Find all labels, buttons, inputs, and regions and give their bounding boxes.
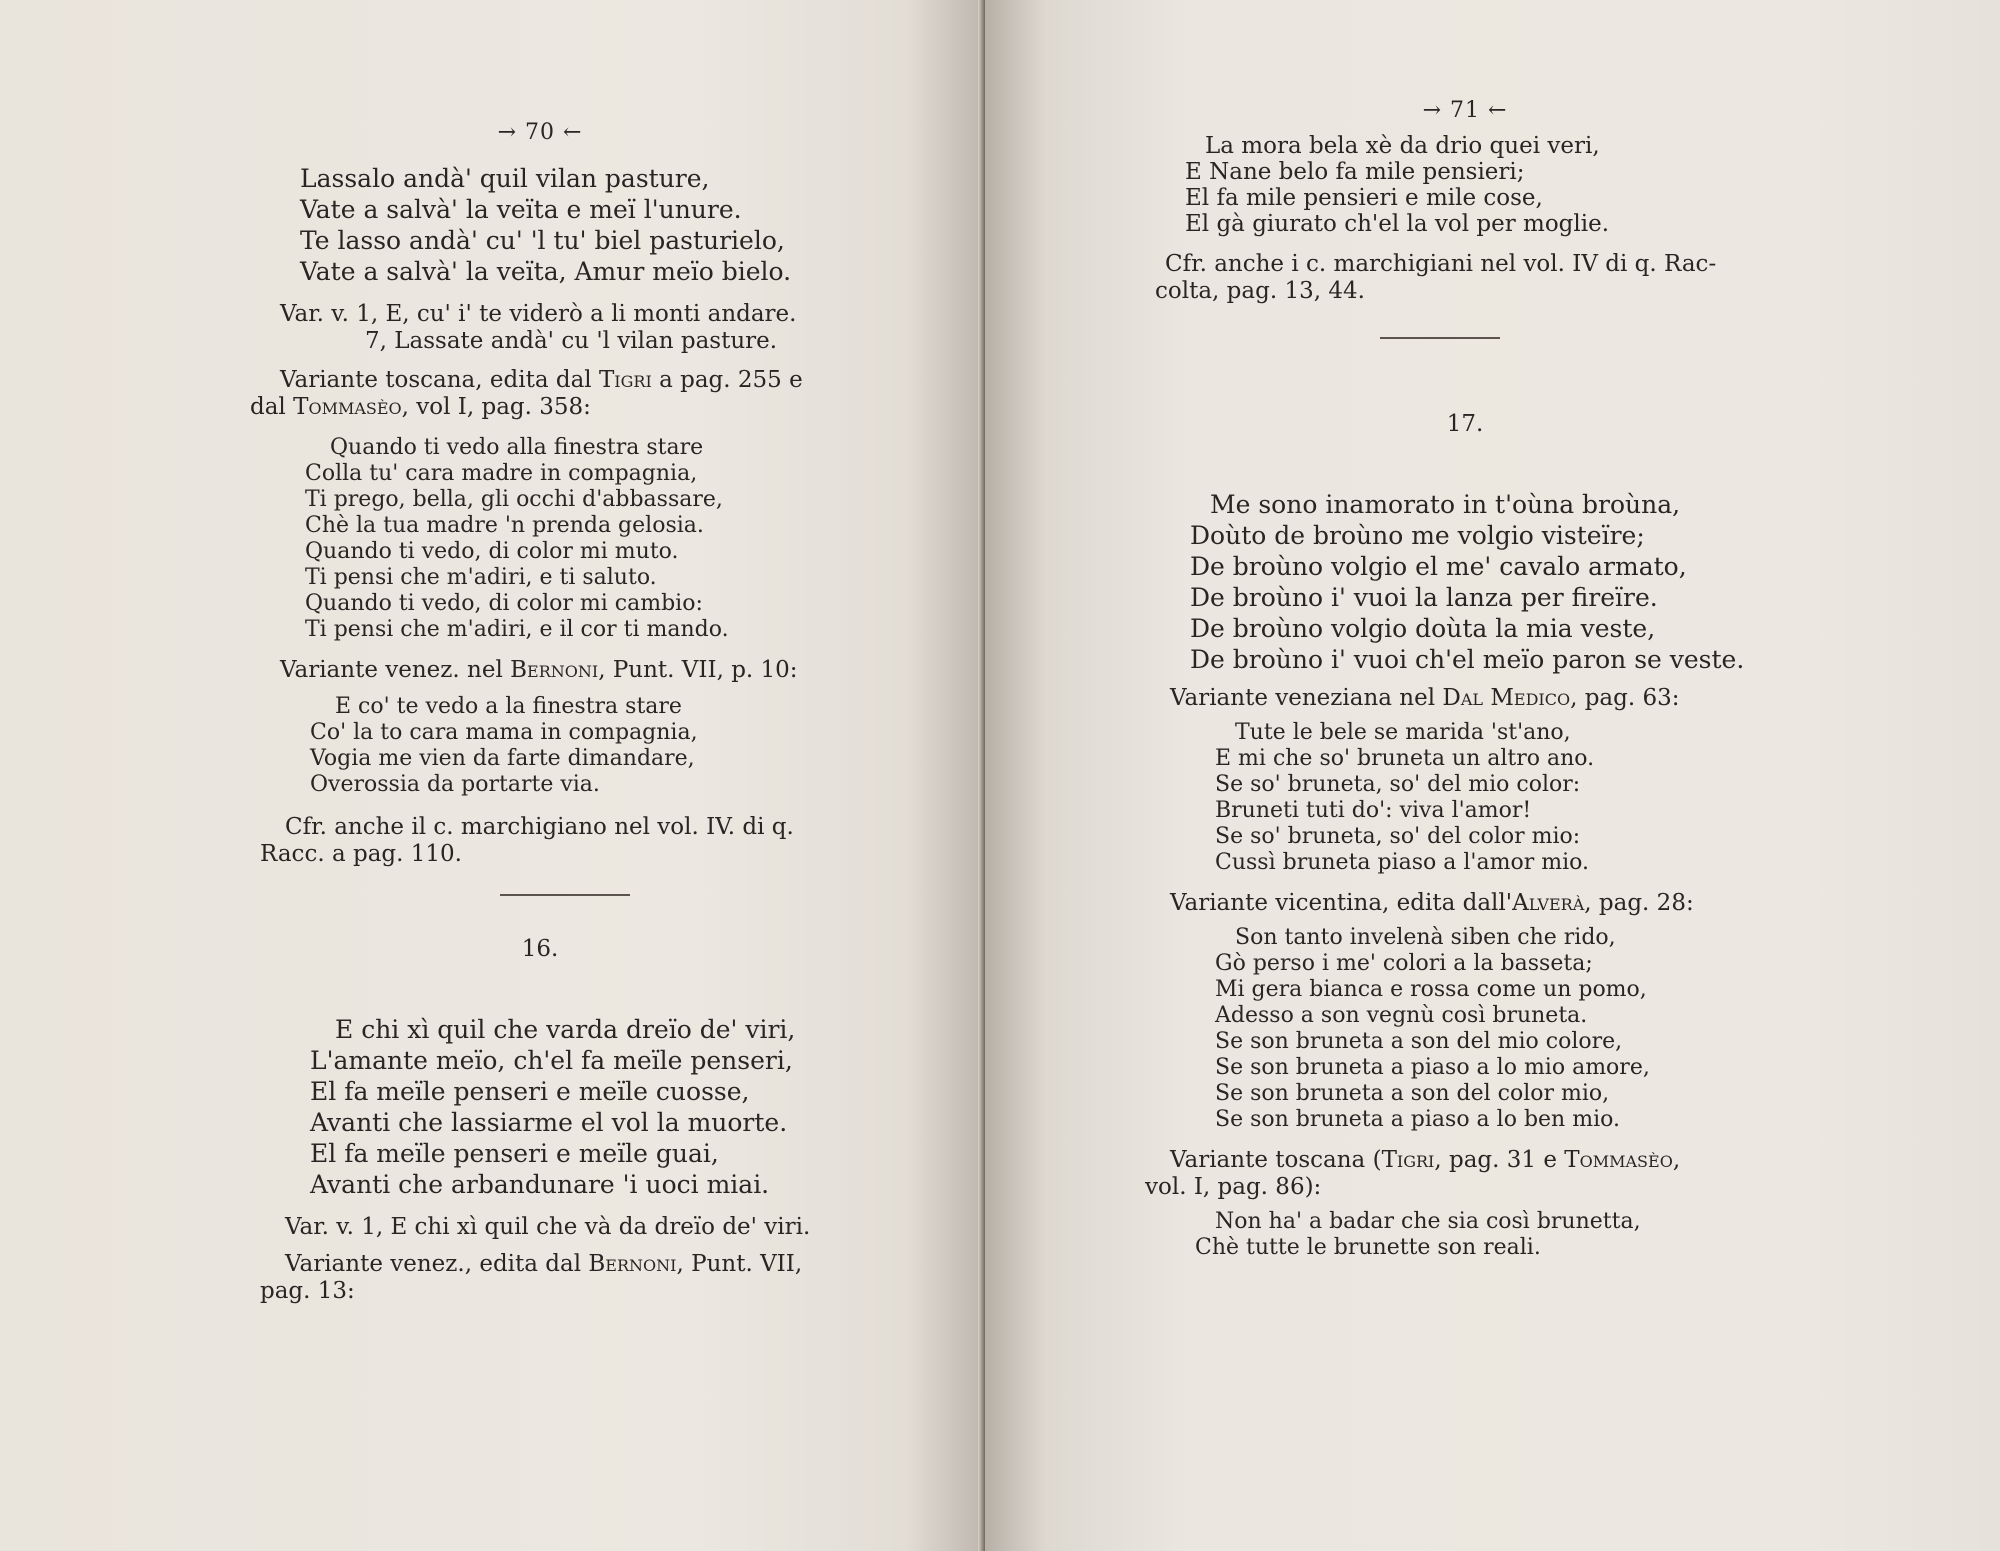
verse-line: De broùno i' vuoi ch'el meïo paron se veste. [1190,645,1745,674]
cfr-line: Cfr. anche i c. marchigiani nel vol. IV di q. Rac- [1165,251,1717,277]
tosc-intro-right [1145,1147,1785,1201]
intro-text: a pag. 255 e [659,367,803,393]
section-divider [500,894,630,896]
right-page [985,0,2000,1551]
verse-17 [1165,489,1785,675]
intro-text: , vol I, pag. 358: [401,394,591,420]
verse-line: E co' te vedo a la finestra stare [335,694,682,719]
intro-text: Variante venez. nel [280,657,503,683]
cfr-note-right [1155,251,1785,305]
venez16-intro [255,1251,875,1305]
verse-line: Non ha' a badar che sia così brunetta, [1215,1209,1641,1234]
verse-line: Vate a salvà' la veïta e meï l'unure. [300,195,742,224]
verse-line: El fa meïle penseri e meïle cuosse, [310,1077,750,1106]
verse-line: Se son bruneta a son del color mio, [1215,1081,1610,1106]
verse-line: Quando ti vedo, di color mi cambio: [305,591,703,616]
song-number-16: 16. [521,936,559,962]
verse-top-right [1165,133,1785,237]
verse-line: De broùno volgio el me' cavalo armato, [1190,552,1687,581]
page-number-71: → 71 ← [1422,98,1508,123]
verse-line: E chi xì quil che varda dreïo de' viri, [335,1015,796,1044]
intro-text: Variante vicentina, edita dall' [1170,890,1513,916]
variant-line: Var. v. 1, E, cu' i' te viderò a li monti andare. [280,301,797,327]
verse-line: Vogia me vien da farte dimandare, [310,746,695,771]
verse-line: De broùno i' vuoi la lanza per fireïre. [1190,583,1658,612]
intro-text: , pag. 63: [1570,685,1680,711]
cfr-line: colta, pag. 13, 44. [1155,278,1365,304]
verse-16 [255,1014,875,1200]
venez-verse [255,694,875,798]
verse-line: Se son bruneta a piaso a lo mio amore, [1215,1055,1650,1080]
author-name: Tigri [598,367,652,393]
verse-line: Ti pensi che m'adiri, e il cor ti mando. [305,617,729,642]
intro-text: Variante venez., edita dal [285,1251,582,1277]
intro-text: Variante veneziana nel [1170,685,1436,711]
verse-line: Se son bruneta a son del mio colore, [1215,1029,1623,1054]
toscana-intro [250,367,875,421]
verse-line: El gà giurato ch'el la vol per moglie. [1185,211,1610,237]
verse-line: Chè la tua madre 'n prenda gelosia. [305,513,704,538]
section-divider [1380,337,1500,339]
page-number-70: → 70 ← [497,120,583,145]
left-page-content [250,120,875,1313]
right-page-content [1145,98,1785,1261]
intro-text: , pag. 28: [1584,890,1694,916]
variant-note-16 [255,1214,875,1241]
variant-line: Var. v. 1, E chi xì quil che và da dreïo de' viri. [285,1214,811,1240]
venez-verse-right [1165,720,1785,876]
verse-line: E Nane belo fa mile pensieri; [1185,159,1525,185]
verse-top-left [255,163,875,287]
variant-line: 7, Lassate andà' cu 'l vilan pasture. [365,328,778,354]
intro-text: , Punt. VII, [676,1251,803,1277]
venez-intro [255,657,875,684]
verse-line: Se so' bruneta, so' del mio color: [1215,772,1581,797]
song-number-17: 17. [1446,411,1484,437]
verse-line: Lassalo andà' quil vilan pasture, [300,164,710,193]
left-page [0,0,985,1551]
verse-line: Cussì bruneta piaso a l'amor mio. [1215,850,1589,875]
verse-line: Te lasso andà' cu' 'l tu' biel pasturielo, [300,226,785,255]
verse-line: Me sono inamorato in t'oùna broùna, [1210,490,1681,519]
verse-line: El fa mile pensieri e mile cose, [1185,185,1543,211]
verse-line: Colla tu' cara madre in compagnia, [305,461,698,486]
cfr-note [255,814,875,868]
cfr-line: Cfr. anche il c. marchigiano nel vol. IV. di q. [285,814,794,840]
verse-line: Se son bruneta a piaso a lo ben mio. [1215,1107,1620,1132]
verse-line: E mi che so' bruneta un altro ano. [1215,746,1595,771]
toscana-verse [255,435,875,643]
verse-line: Gò perso i me' colori a la basseta; [1215,951,1593,976]
vicent-intro [1165,890,1785,917]
author-name: Tommasèo [293,394,402,420]
intro-text: , [1672,1147,1681,1173]
verse-line: El fa meïle penseri e meïle guai, [310,1139,719,1168]
verse-line: Se so' bruneta, so' del color mio: [1215,824,1581,849]
author-name: Tigri [1381,1147,1435,1173]
intro-text: dal [250,394,286,420]
intro-text: , Punt. VII, p. 10: [598,657,798,683]
intro-text: Variante toscana, edita dal [280,367,592,393]
intro-text: , pag. 31 e [1434,1147,1557,1173]
venez-intro-right [1165,685,1785,712]
verse-line: Ti pensi che m'adiri, e ti saluto. [305,565,657,590]
verse-line: Ti prego, bella, gli occhi d'abbassare, [305,487,723,512]
verse-line: Quando ti vedo alla finestra stare [330,435,704,460]
verse-line: Quando ti vedo, di color mi muto. [305,539,679,564]
verse-line: Co' la to cara mama in compagnia, [310,720,698,745]
verse-line: Adesso a son vegnù così bruneta. [1215,1003,1588,1028]
author-name: Tommasèo [1564,1147,1673,1173]
verse-line: Avanti che arbandunare 'i uoci miai. [310,1170,770,1199]
verse-line: La mora bela xè da drio quei veri, [1205,133,1600,159]
verse-line: Avanti che lassiarme el vol la muorte. [310,1108,788,1137]
cfr-line: Racc. a pag. 110. [260,841,462,867]
author-name: Bernoni [588,1251,677,1277]
intro-text: vol. I, pag. 86): [1145,1174,1322,1200]
variant-note [255,301,875,355]
author-name: Dal Medico [1442,685,1571,711]
verse-line: Chè tutte le brunette son reali. [1195,1235,1541,1260]
verse-line: L'amante meïo, ch'el fa meïle penseri, [310,1046,793,1075]
author-name: Bernoni [510,657,599,683]
intro-text: pag. 13: [260,1278,355,1304]
verse-line: Son tanto invelenà siben che rido, [1235,925,1616,950]
verse-line: De broùno volgio doùta la mia veste, [1190,614,1656,643]
verse-line: Overossia da portarte via. [310,772,600,797]
verse-line: Mi gera bianca e rossa come un pomo, [1215,977,1647,1002]
verse-line: Doùto de broùno me volgio visteïre; [1190,521,1645,550]
verse-line: Vate a salvà' la veïta, Amur meïo bielo. [300,257,792,286]
verse-line: Bruneti tuti do': viva l'amor! [1215,798,1532,823]
author-name: Alverà [1512,890,1585,916]
intro-text: Variante toscana ( [1170,1147,1382,1173]
verse-line: Tute le bele se marida 'st'ano, [1235,720,1571,745]
vicent-verse [1165,925,1785,1133]
tosc-verse-right [1165,1209,1785,1261]
